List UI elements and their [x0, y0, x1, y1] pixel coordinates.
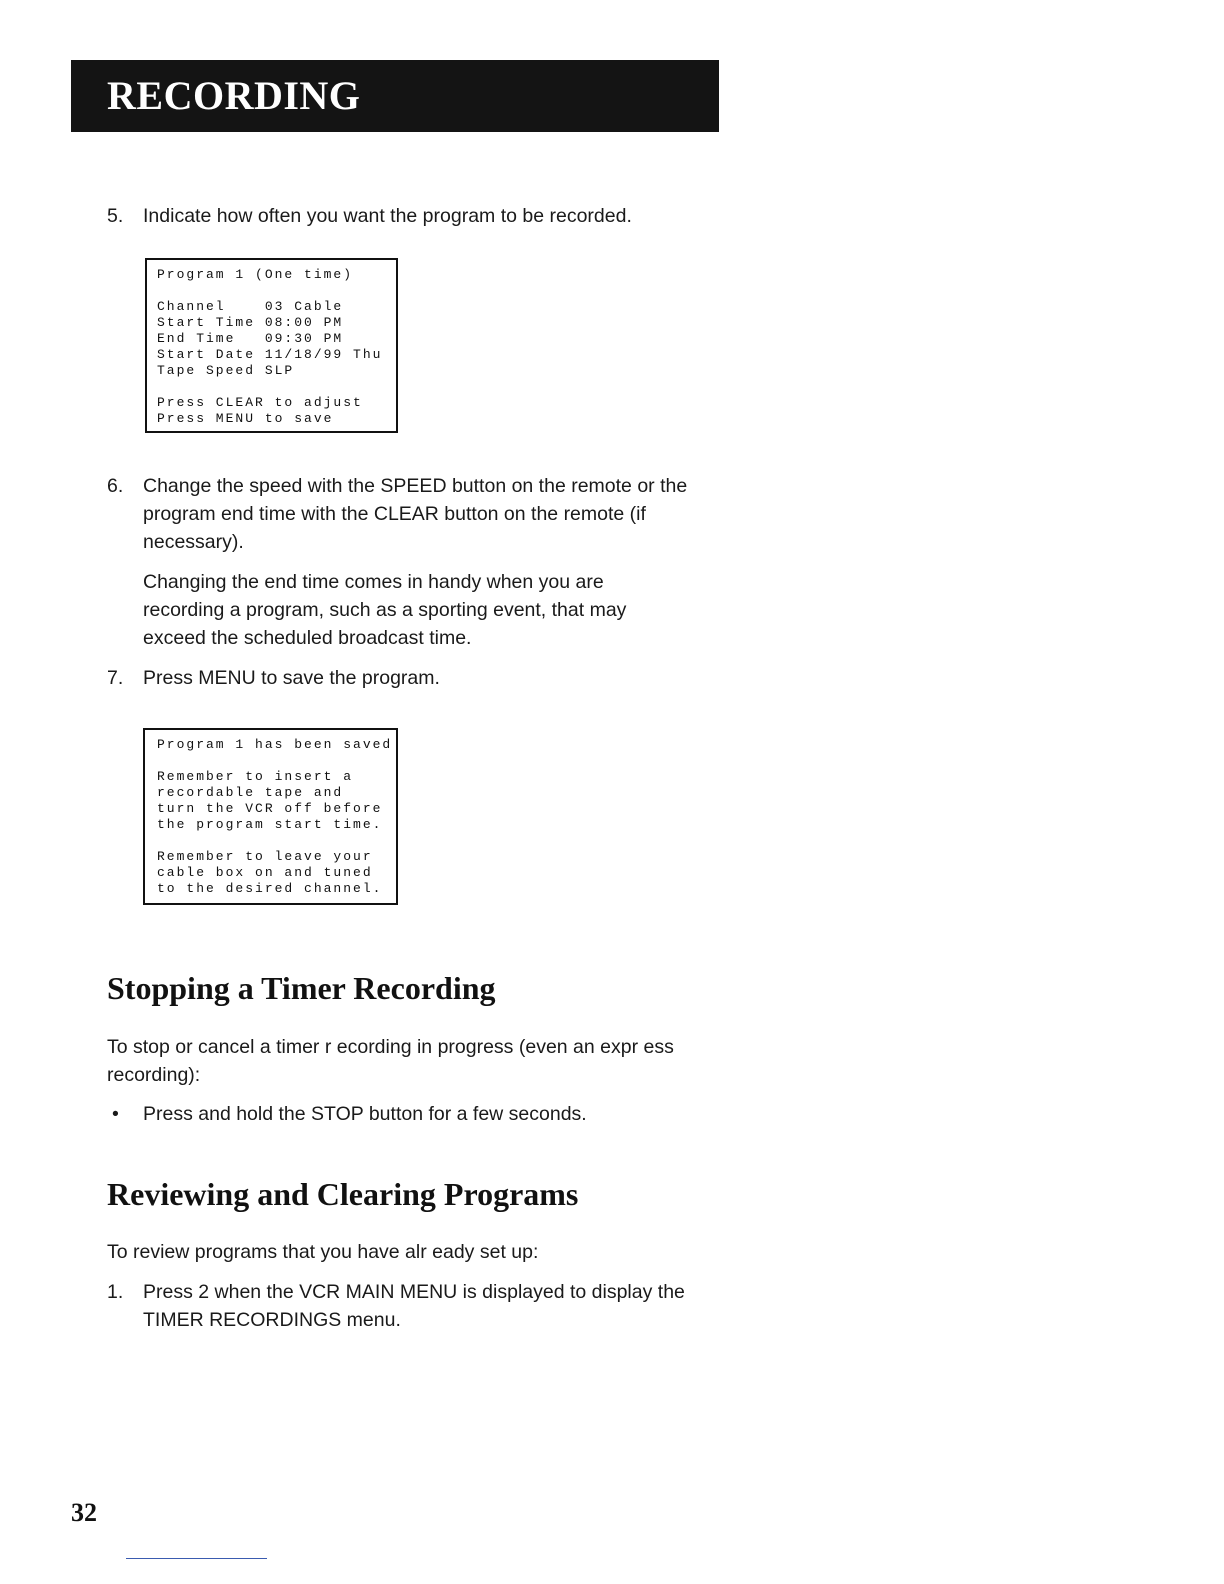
divider-line [126, 1558, 267, 1559]
screen-row-start-date: Start Date 11/18/99 Thu [157, 347, 383, 362]
menu-screen-program-saved [143, 728, 398, 905]
section-title: RECORDING [107, 73, 361, 118]
screen-line: recordable tape and [157, 785, 344, 800]
screen-footer-menu: Press MENU to save [157, 411, 334, 426]
screen-row-tape-speed: Tape Speed SLP [157, 363, 295, 378]
screen-title: Program 1 (One time) [157, 267, 354, 282]
step-5-text: Indicate how often you want the program to be recorded. [143, 205, 632, 227]
screen-line: Remember to insert a [157, 769, 354, 784]
stopping-bullet-text: Press and hold the STOP button for a few seconds. [143, 1103, 587, 1125]
screen-line: the program start time. [157, 817, 383, 832]
step-6-note: Changing the end time comes in handy when you are recording a program, such as a sporting event, that may exceed the scheduled broadcast time. [143, 571, 627, 649]
review-step-1-number: 1. [107, 1281, 124, 1303]
step-5-number: 5. [107, 205, 124, 227]
screen-line: cable box on and tuned [157, 865, 373, 880]
reviewing-intro: To review programs that you have alr eady set up: [107, 1241, 539, 1263]
heading-stopping-timer-recording: Stopping a Timer Recording [107, 970, 496, 1006]
screen-footer-clear: Press CLEAR to adjust [157, 395, 363, 410]
screen-row-start-time: Start Time 08:00 PM [157, 315, 344, 330]
step-6-text: Change the speed with the SPEED button on the remote or the program end time with the CLEAR button on the remote (if necessary). [143, 475, 688, 553]
screen-row-end-time: End Time 09:30 PM [157, 331, 344, 346]
screen-line: to the desired channel. [157, 881, 383, 896]
screen-row-channel: Channel 03 Cable [157, 299, 344, 314]
step-6-number: 6. [107, 475, 124, 497]
page-number: 32 [71, 1498, 97, 1527]
screen-line: turn the VCR off before [157, 801, 383, 816]
step-7-text: Press MENU to save the program. [143, 667, 440, 689]
heading-reviewing-clearing-programs: Reviewing and Clearing Programs [107, 1176, 579, 1212]
step-7-number: 7. [107, 667, 124, 689]
menu-screen-program-details [145, 258, 398, 433]
bullet-marker: • [112, 1103, 119, 1125]
review-step-1-text: Press 2 when the VCR MAIN MENU is displayed to display the TIMER RECORDINGS menu. [143, 1281, 685, 1331]
screen-title: Program 1 has been saved [157, 737, 393, 752]
section-banner [71, 60, 719, 132]
screen-line: Remember to leave your [157, 849, 373, 864]
stopping-intro: To stop or cancel a timer r ecording in progress (even an expr ess recording): [107, 1036, 674, 1086]
